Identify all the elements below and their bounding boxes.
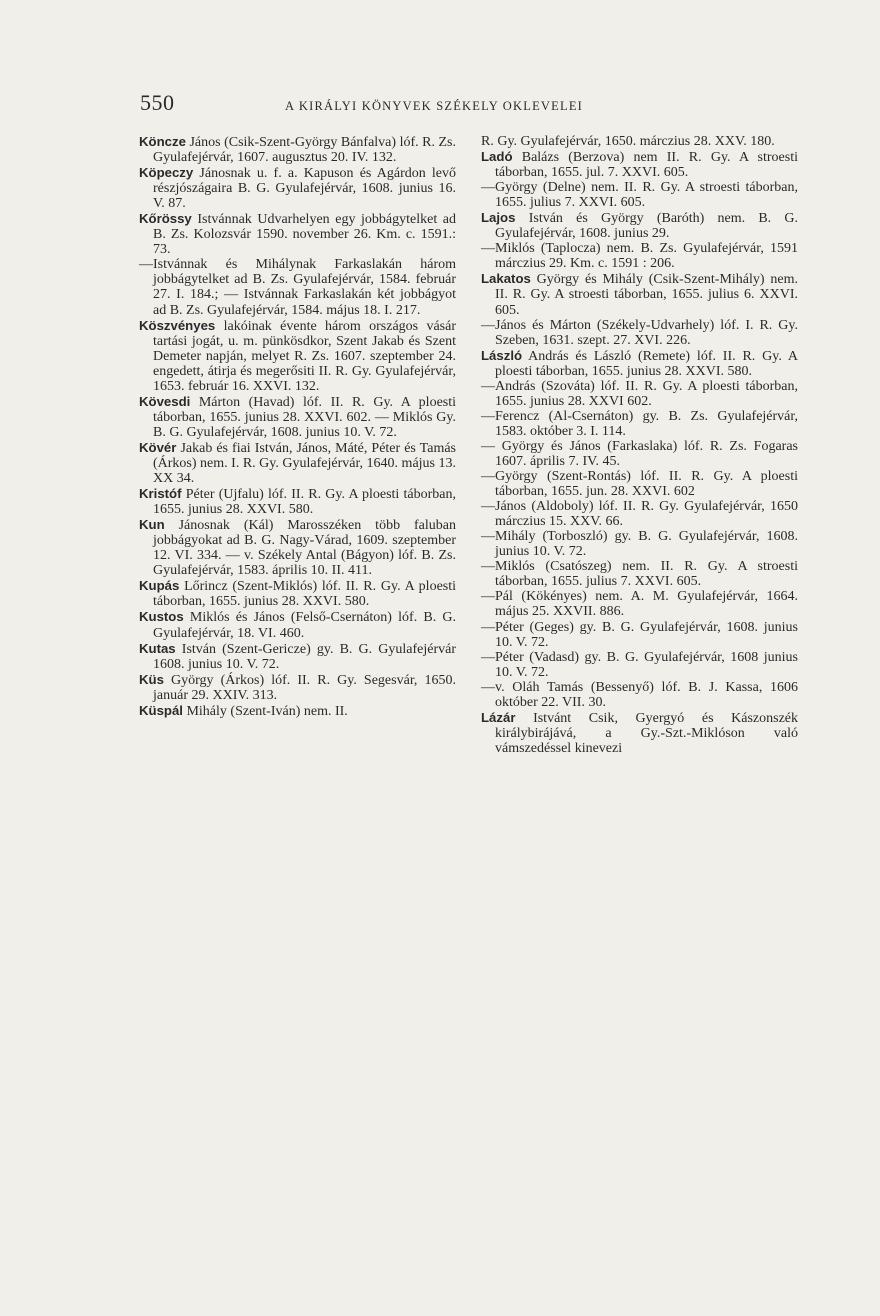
entry-headword: Köszvényes [139, 317, 216, 333]
entry-headword: Kőrössy [139, 211, 192, 227]
entry-text: — György és János (Farkaslaka) lóf. R. Zs. Fogaras 1607. április 7. IV. 45. [481, 438, 798, 469]
entry-text: Jánosnak (Kál) Marosszéken több faluban jobbágyokat ad B. G. Nagy-Várad, 1609. szeptember 12. VI. 334. — v. Székely Antal (Bágyon) lóf. B. Zs. Gyulafejérvár, 1583. április 10. II. 411. [153, 518, 456, 579]
entry-headword: Kövér [139, 439, 177, 455]
index-entry [139, 486, 457, 518]
index-entry [481, 317, 798, 348]
entry-text: lakóinak évente három országos vásár tartási jogát, u. m. pünkösdkor, Szent Jakab és Szent Demeter napján, melyet R. Zs. 1607. szeptember 24. engedett, átirja és megerősiti II. R. Gy. Gyulafejérvár, 1653. február 16. XXVI. 132. [153, 318, 457, 394]
index-entry [481, 134, 798, 149]
entry-headword: Küs [139, 671, 164, 687]
index-entry [139, 702, 456, 719]
entry-text: István (Szent-Gericze) gy. B. G. Gyulafejérvár 1608. junius 10. V. 72. [153, 641, 457, 672]
index-entry [481, 559, 798, 590]
entry-text: Jakab és fiai István, János, Máté, Péter és Tamás (Árkos) nem. I. R. Gy. Gyulafejérvár, 1640. május 13. XX 34. [153, 440, 456, 487]
entry-headword: László [481, 347, 523, 363]
entry-text: Mihály (Szent-Iván) nem. II. [186, 703, 348, 719]
entry-text: Jánosnak u. f. a. Kapuson és Agárdon levő részjószágaira B. G. Gyulafejérvár, 1608. junius 16. V. 87. [153, 166, 457, 212]
entry-text: Istvánt Csik, Gyergyó és Kászonszék királybirájává, a Gy.-Szt.-Miklóson való vámszedéssel kinevezi [495, 710, 798, 756]
entry-headword: Köncze [139, 134, 186, 149]
entry-headword: Lázár [481, 709, 516, 725]
index-entry [481, 149, 798, 181]
index-entry [481, 378, 798, 409]
entry-headword: Kun [139, 517, 165, 533]
entry-headword: Kupás [139, 578, 180, 594]
entry-text: Miklós és János (Felső-Csernáton) lóf. B. G. Gyulafejérvár, 18. VI. 460. [153, 610, 457, 641]
entry-text: —Miklós (Taplocza) nem. B. Zs. Gyulafejérvár, 1591 márczius 29. Km. c. 1591 : 206. [481, 241, 798, 272]
entry-headword: Kristóf [139, 486, 182, 502]
entry-text: András és László (Remete) lóf. II. R. Gy. A ploesti táborban, 1655. junius 28. XXVI. 580. [495, 348, 798, 379]
entry-headword: Köpeczy [139, 165, 194, 181]
index-entry [139, 517, 456, 579]
index-entry [481, 438, 798, 469]
index-entry [481, 589, 798, 620]
entry-text: —János és Márton (Székely-Udvarhely) lóf. I. R. Gy. Szeben, 1631. szept. 27. XVI. 226. [481, 317, 798, 348]
entry-headword: Kutas [139, 640, 176, 656]
entry-headword: Lakatos [481, 271, 531, 287]
index-entry [481, 271, 798, 318]
index-entry [139, 671, 456, 703]
index-entry [139, 609, 457, 641]
entry-text: —György (Delne) nem. II. R. Gy. A stroesti táborban, 1655. julius 7. XXVI. 605. [481, 180, 798, 211]
entry-text: Istvánnak Udvarhelyen egy jobbágytelket ad B. Zs. Kolozsvár 1590. november 26. Km. c. 1591.: 73. [153, 212, 457, 258]
entry-text: Péter (Ujfalu) lóf. II. R. Gy. A ploesti táborban, 1655. junius 28. XXVI. 580. [153, 487, 457, 518]
entry-text: —Péter (Vadasd) gy. B. G. Gyulafejérvár, 1608 junius 10. V. 72. [481, 649, 798, 680]
entry-text: —János (Aldoboly) lóf. II. R. Gy. Gyulafejérvár, 1650 márczius 15. XXV. 66. [481, 499, 798, 530]
entry-headword: Küspál [139, 702, 183, 718]
entry-text: István és György (Baróth) nem. B. G. Gyulafejérvár, 1608. junius 29. [495, 211, 799, 242]
left-column [139, 134, 456, 719]
entry-text: —Mihály (Torboszló) gy. B. G. Gyulafejérvár, 1608. junius 10. V. 72. [481, 529, 798, 560]
entry-text: —András (Szováta) lóf. II. R. Gy. A ploesti táborban, 1655. junius 28. XXVI 602. [481, 378, 798, 409]
index-entry [481, 499, 798, 530]
index-entry [481, 347, 798, 379]
entry-headword: Lajos [481, 210, 516, 226]
entry-text: Márton (Havad) lóf. II. R. Gy. A ploesti táborban, 1655. junius 28. XXVI. 602. — Miklós Gy. B. G. Gyulafejérvár, 1608. junius 10. V. 72. [153, 394, 457, 440]
index-entry [481, 469, 798, 500]
index-entry [139, 439, 456, 487]
index-entry [139, 393, 457, 440]
index-entry [139, 640, 457, 672]
index-entry [139, 134, 457, 166]
index-entry [481, 408, 798, 439]
entry-text: György és Mihály (Csik-Szent-Mihály) nem. II. R. Gy. A stroesti táborban, 1655. julius 6. XXVI. 605. [495, 272, 798, 318]
running-title: A KIRÁLYI KÖNYVEK SZÉKELY OKLEVELEI [285, 99, 584, 113]
entry-text: —Ferencz (Al-Csernáton) gy. B. Zs. Gyulafejérvár, 1583. október 3. I. 114. [481, 408, 798, 439]
entry-text: Lőrincz (Szent-Miklós) lóf. II. R. Gy. A ploesti táborban, 1655. junius 28. XXVI. 580. [153, 579, 457, 610]
index-entry [481, 180, 798, 211]
index-entry [139, 257, 456, 318]
index-entry [481, 241, 798, 272]
entry-headword: Kövesdi [139, 393, 191, 409]
index-entry [481, 709, 798, 756]
entry-text: —Pál (Kökényes) nem. A. M. Gyulafejérvár, 1664. május 25. XXVII. 886. [481, 589, 798, 620]
entry-headword: Ladó [481, 149, 513, 165]
index-entry [139, 317, 457, 394]
index-entry [139, 211, 457, 258]
entry-text: —György (Szent-Rontás) lóf. II. R. Gy. A ploesti táborban, 1655. jun. 28. XXVI. 602 [481, 469, 798, 500]
entry-text: R. Gy. Gyulafejérvár, 1650. márczius 28. XXV. 180. [481, 134, 775, 149]
page-header [140, 90, 820, 120]
right-column [481, 134, 798, 756]
entry-text: —Istvánnak és Mihálynak Farkaslakán három jobbágytelket ad B. Zs. Gyulafejérvár, 1584. február 27. I. 184.; — Istvánnak Farkaslakán két jobbágyot ad B. Zs. Gyulafejérvár, 1584. május 18. I. 217. [139, 257, 456, 318]
entry-headword: Kustos [139, 609, 184, 625]
page-number: 550 [140, 90, 175, 115]
entry-text: —Péter (Geges) gy. B. G. Gyulafejérvár, 1608. junius 10. V. 72. [481, 619, 798, 650]
index-entry [481, 210, 799, 242]
index-entry [139, 165, 457, 212]
index-entry [481, 679, 798, 710]
index-entry [481, 619, 798, 650]
index-entry [481, 529, 798, 560]
index-entry [139, 578, 457, 610]
entry-text: György (Árkos) lóf. II. R. Gy. Segesvár, 1650. január 29. XXIV. 313. [153, 672, 456, 703]
entry-text: János (Csik-Szent-György Bánfalva) lóf. R. Zs. Gyulafejérvár, 1607. augusztus 20. IV. 132. [153, 135, 457, 166]
entry-text: —v. Oláh Tamás (Bessenyő) lóf. B. J. Kassa, 1606 október 22. VII. 30. [481, 679, 798, 710]
entry-text: Balázs (Berzova) nem II. R. Gy. A stroesti táborban, 1655. jul. 7. XXVI. 605. [495, 150, 798, 181]
index-entry [481, 649, 798, 680]
entry-text: —Miklós (Csatószeg) nem. II. R. Gy. A stroesti táborban, 1655. julius 7. XXVI. 605. [481, 559, 798, 590]
